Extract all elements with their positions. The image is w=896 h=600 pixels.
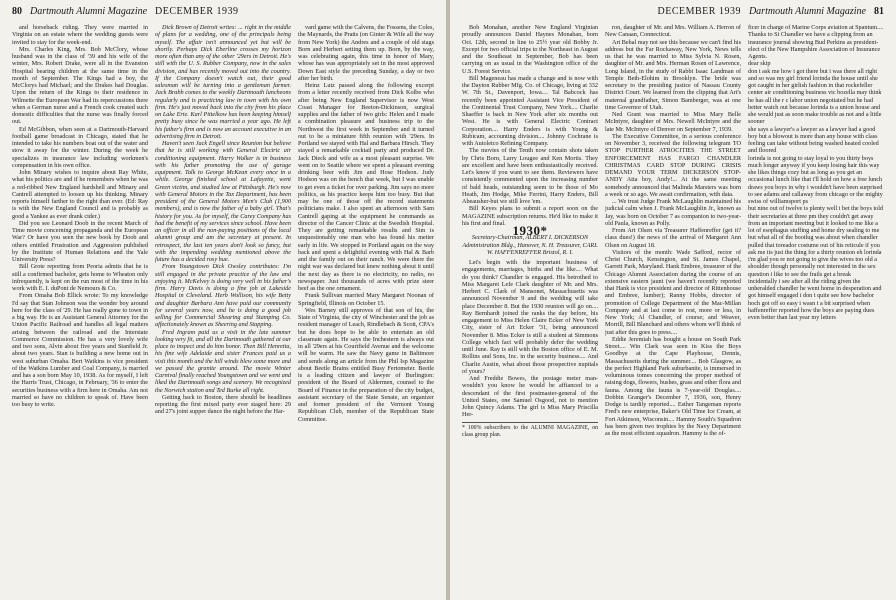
right-page — [450, 0, 896, 600]
paragraph: Did you see Leonard Doob in the recent March of Time movie concerning propaganda and the European War? Or have you seen the new book by Doob and others entitled Frustration and Aggression published by the Institute of Human Relations and the Yale University Press? — [12, 219, 148, 263]
verse-paragraph: lorinda is not going to stay loyal to you thirty boys much longer anyway if you keep losing hair this way she likes things cozy but as long as you get an occasional lunch like that i'll hold on how a free lunch draws you boys in why i wouldn't have been surprised to see adams and callaway from chicago or the mighty swiss of williamsport ps — [748, 154, 883, 205]
footnote: * 100% subscribers to the ALUMNI MAGAZINE, on class group plan. — [462, 422, 598, 440]
left-page-header — [12, 6, 434, 20]
right-columns — [462, 24, 884, 594]
verse-paragraph: incidentally i see after all the riding given the unheralded chandler he went home in desperation and got himself engaged i don t quite see how bachelor hoch got off so easy i wasn t a bit surprised when haffenreffer reported how the boys are paying dues even better than last year my letters — [748, 277, 882, 321]
quoted-letter-paragraph: Fred Ingram paid us a visit in the late summer looking very fit, and all the Dartmouth gathered at our place to inspect and do him honor. Then Bill Henretta, his fine wife Adelaide and sister Frances paid us a visit this month and the hill winds blew some more and we passed the granite around. The movie Winter Carnival finally reached Youngstown and we went and liked the Dartmouth songs and scenery. We recognized the Norwich station and Ted Burke all right. — [155, 328, 291, 394]
magazine-title: Dartmouth Alumni Magazine — [748, 6, 866, 17]
paragraph: ... We trust Judge Frank McLaughlin maintained his judicial calm when J. Frank McLaughlin Jr., known as Jay, was born on October 7 as companion to two-year-old Paula, known as Polly. — [605, 198, 741, 227]
text-column — [462, 24, 598, 594]
paragraph: Ned Grant was married to Miss Mary Belle McIntyre, daughter of Mrs. Newell McIntyre and the late Mr. McIntyre of Denver on September 7, 1939. — [605, 111, 741, 133]
verse-paragraph: dear skip — [748, 60, 771, 68]
paragraph: Mrs. Charles King, Mrs. Bob McClory, whose husband was in the class of '39 and his wife of the winter, Mrs. Robert Drake, were all in the Evanston Hospital bearing children at the same time in the month of September. The Kings had a boy, the McClorys had Michael; and the Drakes had Douglas. Upon the return of the Kings to their residence in Wilmette the European War had its repercussions there when a German nurse and a French cook created such domestic difficulties that the nurse was finally forced out. — [12, 45, 148, 126]
text-column — [605, 24, 741, 594]
paragraph: and horseback riding. They were married in Virginia on an estate where the wedding guests were invited to stay for the week-end. — [12, 24, 148, 46]
paragraph: John Minary wishes to inquire about Ray White, what his politics are and if he remembers when he was a red-ribbed New England hardshell and Minary and Cantrell attempted to loosen up his thinking. Minary reports himself farther to the right than ever. (Ed: Ray is with the New England Council and is probably as good a Yankee as ever drank cider.) — [12, 169, 148, 220]
paragraph: ron, daughter of Mr. and Mrs. William A. Herron of New Canaan, Connecticut. — [605, 24, 741, 39]
left-page — [0, 0, 446, 600]
quoted-letter-paragraph: From Youngstown Dick Owsley contributes: I'm still engaged in the private practice of the law and enjoying it. McKelvey is doing very well in his father's firm. Harry Davis is doing a fine job at Lakeside Hospital in Cleveland. Herb Wollison, his wife Betty and daughter Barbara Ann have paid our community for several years now, and he is doing a good job selling for Commercial Shearing and Stamping Co. affectionately known as Sheering and Stapping. — [155, 263, 291, 329]
quoted-letter-paragraph: Haven't seen Jack Engell since Reunion but believe that he is still working with General Electric air conditioning equipment. Harry Walker is in business with his father promoting the use of garage equipment. Talk to George McKean every once in a while. George finished school at Lafayette, went Green victim, and studied law at Pittsburgh. He's now with General Motors in the Tax Department, has been president of the General Motors Men's Club (1,900 members), and is now the father of a baby girl. That's history for you. As for myself, the Carey Company has had the benefit of my services since school. Have been an officer in all the non-paying positions of the local alumni group and am the secretary at present. In retrospect, the last ten years don't look so fancy, but with the impending wedding mentioned above the future has a decided rosy hue. — [155, 140, 291, 263]
paragraph: Frank Sullivan married Mary Margaret Noonan of Springfield, Illinois on October 15. — [298, 292, 434, 307]
paragraph: And Freddie Bowes, the postage meter man-wouldn't you know he would be affianced to a descendant of the first postmaster-general of the United States, one Samuel Osgood, not to mention John Quincy Adams. The girl is Miss Mary Priscilla Her- — [462, 375, 598, 419]
right-page-header — [462, 6, 884, 20]
class-officers: Secretary-Chairman, ALBERT I. DICKERSON Administration Bldg., Hanover, N. H. Treasurer, CARL W. HAFFENREFFER Bristol, R. I. — [462, 234, 598, 256]
paragraph: Heinz Lutz passed along the following excerpt from a letter recently received from Dick Kolbe who after being New England Supervisor is now West Coast Manager for Beeton-Dickinson, surgical supplies and the father of two girls: Helen and I made a combination pleasure and business trip to the Northwest the first week in September and it turned out to be a miniature fifth reunion with '29ers. In Portland we stayed with Hal and Barbara Hirsch. They stayed a remarkable cocktail party and produced Dr. Jack Dieck and wife as a most pleasant surprise. We went on to Seattle where we spent a pleasant evening drinking beer with Jim and Hose Hodson. Judy Hodson was on the bench that week, but I was unable to get even a ticket for over parking. Jim says no more politics, as his practice keeps him too busy. But that may be one of those off the record statements politicians make. I also spent an afternoon with Sam Cantrell gaping at the equipment he commands as director of the Cancer Clinic at the Swedish Hospital. They are getting remarkable results and Sim is unquestionably one man who has found his metier early in life. We stopped in Portland again on the way back and spent a delightful evening with Hal & Barb and the family out on their ranch. We were there the night war was declared but knew nothing about it until the next day as there is no electricity, no radio, no newspaper. Just thousands of acres with prize steer beef as the one ornament. — [298, 82, 434, 292]
page-number: 80 — [12, 6, 22, 17]
paragraph: Visitors of the month: Wade Safford, rector of Christ Church, Kensington, and St. James Chapel, Garrett Park, Maryland. Hank Embree, treasurer of the Chicago Alumni Association during the course of an extensive eastern jaunt (we haven't recently reported that Hank is vice president and director of Rittenhouse and Embree, lumber); Ranny Hobbs, director of promotion of College Department of the Mac-Millan Company and at last come to rest, more or less, in New York; Al Chandler, of course; and Weaver, Morrill, Bill Blanchard and others whom we'll think of just after this goes to press.... — [605, 248, 741, 336]
verse-paragraph: but nine out of twelve is plenty well i bet the boys told their secretaries at three pm they couldn't get away from an important meeting but it looked to me like a lot of esophagus stuffing and home dry sealing to me but what all of the bootlug was about when chandler pulled that toreador costume out of his reticule if you ask me its just the thing for a thirty reunion eh lorinda i'm glad you re not going to give the wives too old a shoulder though personally not interested in the sex question i like to see the frails get a break — [748, 205, 884, 278]
paragraph: Getting back to Boston, there should be headlines reporting the first mixed party ever staged here: 29 and 27's joint supper dance the night before the Har- — [155, 393, 291, 416]
verse-paragraph: she says a lawyer's a lawyer as a lawyer had a good boy but a blowout is more than any house with class feeling can take without being washed heated cooled and floored — [748, 125, 879, 155]
paragraph: Wes Barney still approves of that son of his, the State of Virginia, the city of Winchester and the job as resident manager of Leach, Rindlebach & Scott, CPA's but he does hope to be able to entertain an old classmate again. He says the Inchestern is always out in all '29ers at his Courtfield Avenue and the welcome will be warm. He saw the Navy game in Baltimore and sends along an article from the Phil Isp Magazine about Beetle Brains entitled Busy Fertometer. Beetle is a leading citizen and lawyer of Burlington: president of the Board of Aldermen, counsel to the Board of Finance in the preparation of the city budget, assistant secretary of the State Senate, an organizer and former president of the Vermont Young Republican Club, member of the Republican State Committee. — [298, 306, 434, 423]
page-number: 81 — [874, 6, 884, 17]
text-column — [155, 24, 291, 594]
paragraph: The Executive Committee, in a serious conference on November 3, received the following telegram TO STOP FURTHER ATROCITIES THE STREET ENFORCEMENT HAS FARGO CHANDLER CHRISTMAS CARD STOP DURING CRISIS DEMAND YOUR TERM DICKERSON STOP-ANDY Atta boy, Andy!... At the same meeting somebody announced that Malinda Marsters was born a week or so ago. We await confirmation, with data. — [605, 132, 741, 198]
quoted-letter-paragraph: Dick Brown of Detroit writes: ... right in the middle of plans for a wedding, one of the principals being myself. The affair isn't announced yet but will be shortly. Perhaps Dick Eberline crosses my horizon more often than any of the other '29ers in Detroit. He's still with the U. S. Rubber Company, now in the sales division, and has recently moved out into the country. If the Company doesn't watch out, their good salesman will be turning into a gentleman farmer. Jack Brabb comes to the weekly Dartmouth luncheons regularly and is practicing law in town with his own firm. He's just moved back into the city from his place on Lake Erie. Karl Pittelkow has been keeping himself pretty busy since he was married a year ago. He left his father's firm and is now an account executive in an advertising firm in Detroit. — [155, 24, 291, 140]
text-column — [298, 24, 434, 594]
paragraph: From Art Olsen via Treasurer Haffenreffer (get it? class dues!) the news of the arrival of Margaret Ann Olsen on August 18. — [605, 227, 741, 249]
paragraph: From Omaha Bob Ellick wrote: To my knowledge I'd say that Stan Johnson was the wonder boy around here for the class of '29. He has really gone to town in a big way. He is an Assistant General Attorney for the Union Pacific Railroad and handles all legal matters arising between the railroad and the Interstate Commerce Commission. He has a very lovely wife and two sons, Alvin about five years and Stanfield Jr. about two years. Stan is building a new home out in west suburban Omaha. Bert Watkins is vice president of the Watkins Lumber and Coal Company, is married and has a son born May 10, 1938. As for myself, I left the Harris Trust, Chicago, in February, '36 to enter the securities business with a firm here in Omaha. Am not married so have no children to speak of. Have been too busy to write. — [12, 292, 148, 408]
paragraph: ficer in charge of Marine Corps aviation at Spantum.... Thanks to Si Chandler we have a clipping from an insurance journal showing Bud Perkins as president-elect of the New Hampshire Association of Insurance Agents. — [748, 24, 884, 60]
verse-paragraph: don t ask me how i got there but i was there all right and so was my girl friend lorinda the house until she got caught in her girlish fashion in that rockefeller center air conditioning business vic bozella may think he has all the r c labor union negotiated but he had better watch out because lorinda is a union house and she would just as soon make trouble as not and a little sooner — [748, 67, 882, 126]
issue-date: DECEMBER 1939 — [155, 6, 239, 17]
text-column — [748, 24, 884, 594]
left-columns — [12, 24, 434, 594]
magazine-title: Dartmouth Alumni Magazine — [30, 6, 148, 17]
paragraph: Bill Keyes plans to submit a report soon on the MAGAZINE subscription returns. He'd like to make it his first and final. — [462, 205, 598, 227]
paragraph: The movies of the Tenth now contain shots taken by Chris Born, Larry Lougee and Ken Mortis. They are excellent and have been enthusiastically received. Let's know if you want to see them. Reviewers have consistently commented upon the increasing number of bald heads, outstanding seem to be those of Mo Heath, Jim Hodge, Mike Ferrini, Harry Enders, Bill Abeausher-but we still love 'em. — [462, 147, 598, 205]
paragraph: vard game with the Calvens, the Fossens, the Coles, the Maynards, the Pratts (on Ginter & Wife all the way from New York) the Andres and a couple of old stags Born and Herbert setting them up. Born, by the way, was celebrating again, this time in honor of Mary, whose has was appropriately set in the most approved Down East style the preceding Sunday, a day or two after her birth. — [298, 24, 434, 82]
paragraph: Eddie Jeremiah has bought a house on South Park Street.... Win Clark was seen in Kiss the Boys Goodbye at the Cape Playhouse, Dennis, Massachusetts during the summer.... Bob Glasgow, as the perfect Highland Park suburbanite, is immersed in voluminous tomes concerning the proper method of raising dogs, flowers, bushes, grass and other flora and fauna. Among the fauna is 7-year-old Douglas.... Dobbin Granger's December 7, 1936, son, Henry Dodge is tardily reported.... Esther Tangeman reports Fred's new enterprise, Baker's Old Time Ice Cream, at Fort Atkinson, Wisconsin.... Hammy South's Squadron has been given two trophies by the Navy Department as the most efficient squadron. Hammy is the of- — [605, 335, 741, 437]
paragraph: Ed McGibbon, when seen at a Dartmouth-Harvard football game broadcast in Chicago, stated that he intended to take his numbers boat out of the water and stow it away for the winter. During the week he specializes in insurance law including workmen's compensation in his own office. — [12, 125, 148, 169]
issue-date: DECEMBER 1939 — [657, 6, 741, 17]
paragraph: Let's begin with the important business of engagements, marriages, births and the like.... What do you think? Chandler is engaged. His betrothed to Miss Margaret Lefe Clark daughter of Mr. and Mrs. Herbert C. Clark of Mansonet, Massachusetts was announced November 9 and the wedding will take place December 8. But the 1930 reunion will go on.... Ray Bernhardt joined the ranks the day before, his engagement to Miss Helen Claire Ecker of New York City, sister of Art Ecker '31, being announced November 8. Miss Ecker is still a student at Simmons College which fact will probably defer the wedding until June. Ray is still with the Boston office of E. M. Rollins and Sons, Inc. in the security business.... And Charlie Austin, what about those prospective nuptials of yours? — [462, 259, 598, 375]
paragraph: Bill Grote reporting from Peoria admits that he is still a confirmed bachelor, gets home to Wheaton only infrequently, is kept on the run most of the time in his work with E. I. duPont de Nemours & Co. — [12, 263, 148, 292]
class-year-heading: 1930* — [512, 223, 548, 238]
paragraph: Bill Mageneau has made a change and is now with the Dayton Rubber Mfg. Co. of Chicago, living at 332 W. 7th St., Davenport, Iowa.... Tal Babcock has recently been appointed Assistant Vice President of the Continental Trust Company, New York.... Charlie Shaeffer is back in New York after six months out West. He is with General Electric Contract Corporation.... Harry Enders is with Young & Rubicam, accounting division.... Johnny Cochrane is with Autoletco Refining Company. — [462, 74, 598, 147]
paragraph: Bob Monahan, another New England Virginian proudly announces Daniel Haynes Monahan, born Oct. 12th, second in line to 25½ year old Bobby Jr. Except for two official trips to the Northeast in August and the Southeast in September, Bob has been carrying on as usual in the Washington office of the U.S. Forest Service. — [462, 24, 598, 75]
paragraph: Art Behal may not see this because we can't find his address but the Far Rockaway, New York, News tells us that he was married to Miss Sylvia N. Rosen, daughter of Mr. and Mrs. Herman Rosen of Lawrence, Long Island, in the study of Rabbi Isaac Landman of Temple Beth-Elohim in Brooklyn. The bride was secretary to the presiding justice of Nassau County District Court. We learned from the clipping that Art's maternal grandfather, Simon Bamberger, was at one time Governor of Utah. — [605, 38, 741, 111]
text-column — [12, 24, 148, 594]
